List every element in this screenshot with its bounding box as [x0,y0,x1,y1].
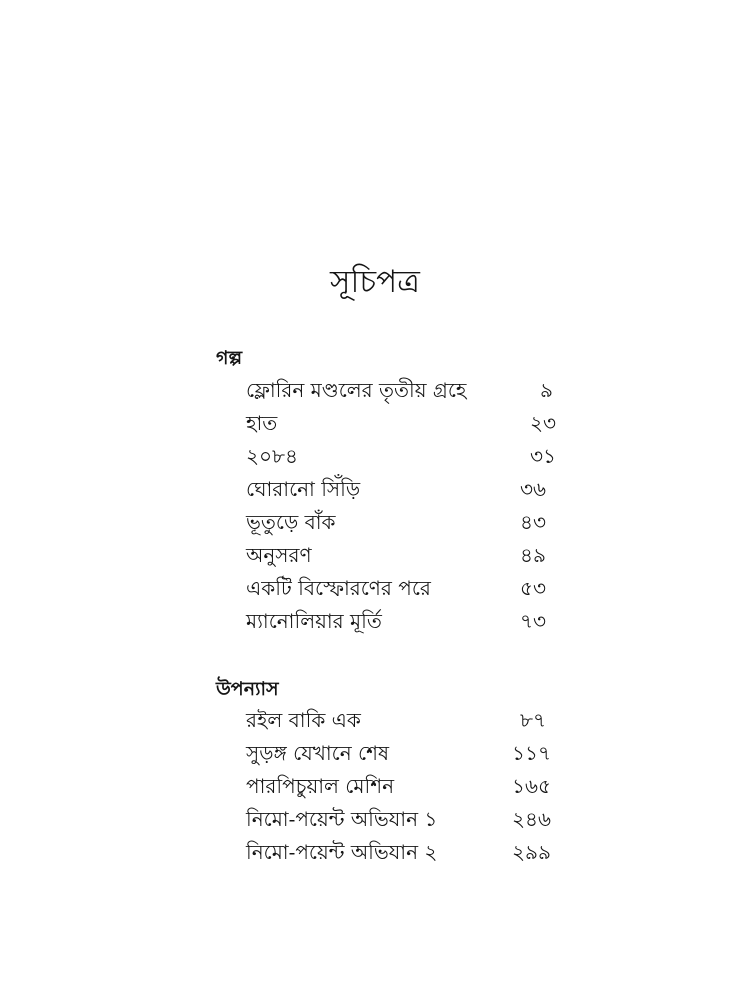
list-item [246,408,566,438]
entry-title: ম্যানোলিয়ার মূর্তি [246,609,382,633]
entry-page-number: ২৯৯ [512,840,551,864]
entry-title: ঘোরানো সিঁড়ি [246,477,361,501]
entry-title: নিমো-পয়েন্ট অভিযান ২ [246,840,438,864]
entry-title: ২০৮৪ [246,444,298,468]
entry-page-number: ১১৭ [512,741,551,765]
entry-page-number: ৭৩ [520,609,547,633]
list-item [246,804,566,834]
entry-title: ফ্লোরিন মণ্ডলের তৃতীয় গ্রহে [246,378,467,402]
entry-title: একটি বিস্ফোরণের পরে [246,576,431,600]
section-heading-novels: উপন্যাস [216,678,279,700]
entry-page-number: ৮৭ [520,708,546,732]
entry-page-number: ৯ [540,378,553,402]
entry-page-number: ৫৩ [520,576,546,600]
entry-title: পারপিচুয়াল মেশিন [246,774,395,798]
section-heading-stories: গল্প [216,347,243,369]
entry-title: অনুসরণ [246,543,312,567]
entry-page-number: ২৩ [530,411,557,435]
entry-title: রইল বাকি এক [246,708,361,732]
list-item [246,441,566,471]
list-item [246,375,566,405]
entry-title: হাত [246,411,278,435]
entry-title: ভূতুড়ে বাঁক [246,510,336,534]
list-item [246,540,566,570]
list-item [246,771,566,801]
list-item [246,507,566,537]
list-item [246,474,566,504]
list-item [246,705,566,735]
page-title: সূচিপত্র [330,264,420,300]
entry-page-number: ৩১ [530,444,556,468]
entry-title: সুড়ঙ্গ যেখানে শেষ [246,741,389,765]
entry-page-number: ৪৯ [520,543,546,567]
entry-title: নিমো-পয়েন্ট অভিযান ১ [246,807,438,831]
entry-page-number: ৩৬ [520,477,547,501]
list-item [246,573,566,603]
entry-page-number: ২৪৬ [512,807,551,831]
list-item [246,738,566,768]
entry-page-number: ১৬৫ [512,774,551,798]
entry-page-number: ৪৩ [520,510,546,534]
list-item [246,837,566,867]
list-item [246,606,566,636]
